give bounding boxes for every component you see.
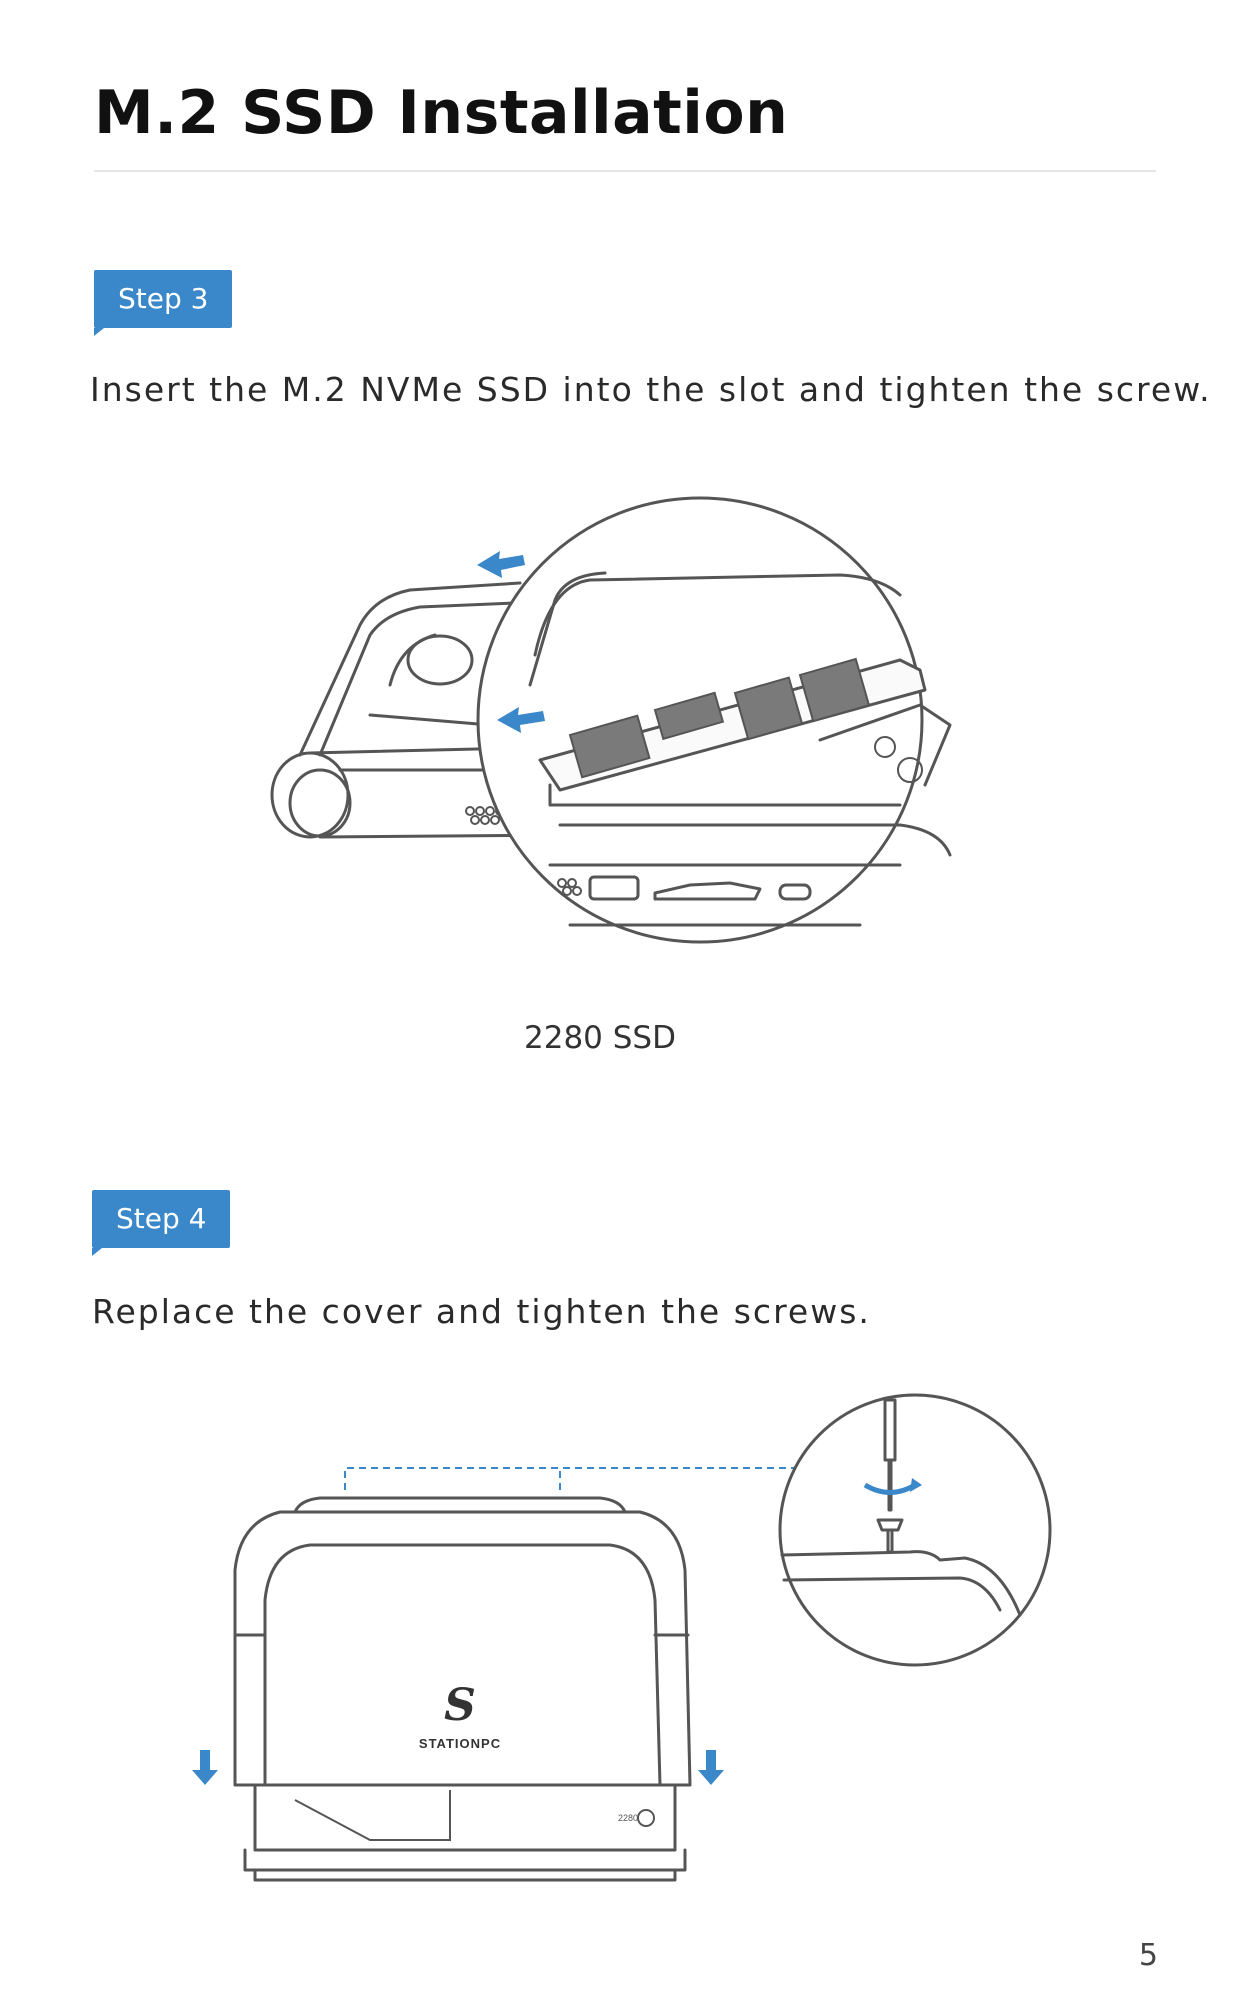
page-title: M.2 SSD Installation (94, 78, 789, 148)
page-number: 5 (1138, 1938, 1158, 1973)
insert-arrow-icon (477, 551, 525, 578)
title-divider (94, 170, 1156, 172)
step-3-illustration (260, 485, 960, 965)
step-4-illustration (170, 1400, 1090, 1900)
screw-zoom-circle (780, 1395, 1050, 1665)
brand-logo-text: STATIONPC (418, 1736, 502, 1751)
step-3-instruction: Insert the M.2 NVMe SSD into the slot and tighten the screw. (90, 370, 1212, 409)
step-4-badge: Step 4 (92, 1190, 230, 1248)
step-3-badge: Step 3 (94, 270, 232, 328)
down-arrow-icon-right (698, 1750, 724, 1785)
brand-logo-s: S (444, 1680, 476, 1731)
step-3-caption: 2280 SSD (524, 1020, 676, 1056)
down-arrow-icon (192, 1750, 218, 1785)
step-4-instruction: Replace the cover and tighten the screws. (92, 1292, 871, 1331)
label-2280: 2280 (618, 1813, 639, 1823)
